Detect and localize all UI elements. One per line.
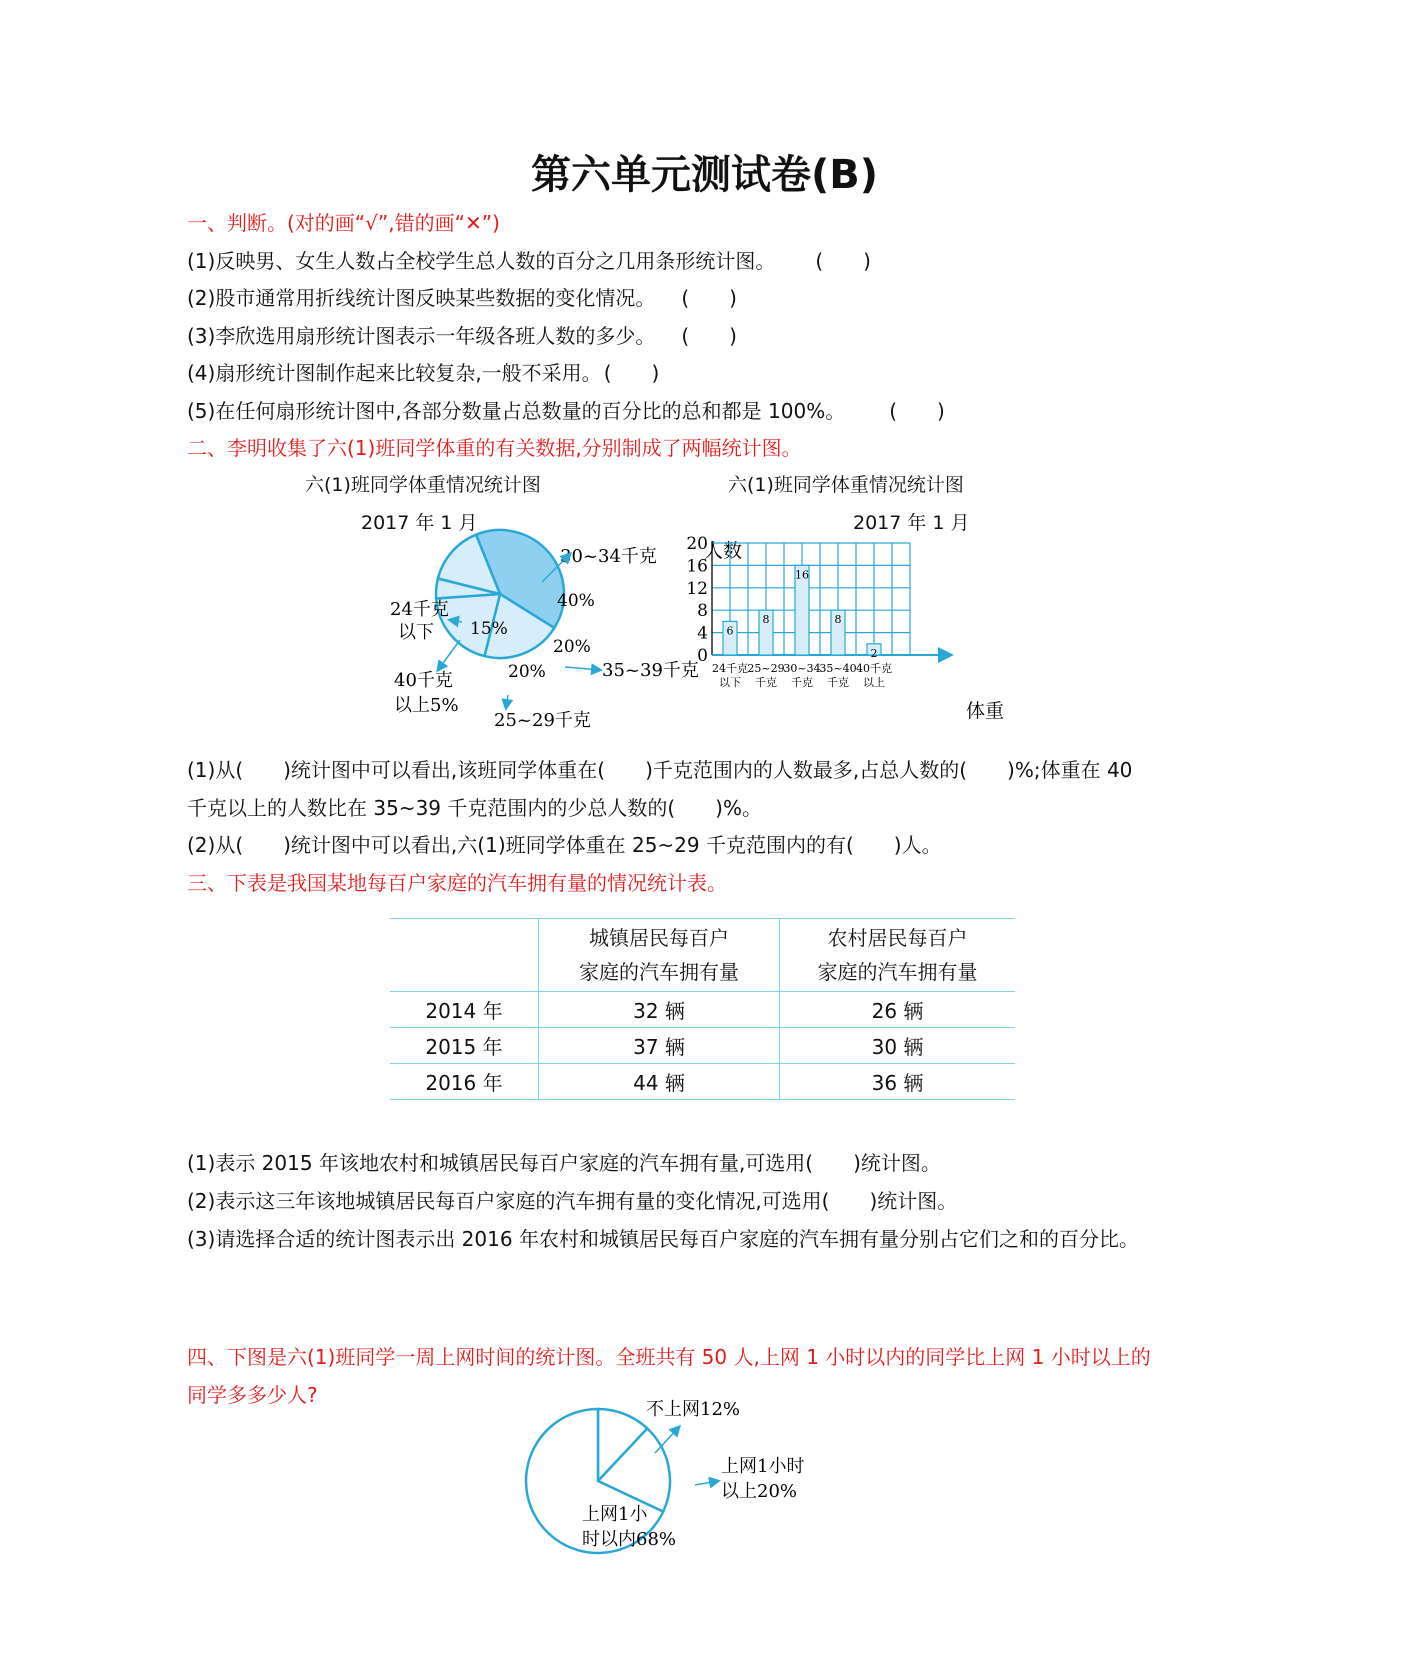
legend-24-below-2: 以下 <box>398 622 434 643</box>
table-header-cell: 城镇居民每百户 家庭的汽车拥有量 <box>539 919 780 992</box>
bar-chart-title: 六(1)班同学体重情况统计图 <box>728 474 964 496</box>
pie-chart-title: 六(1)班同学体重情况统计图 <box>305 474 541 496</box>
bar-value-label: 2 <box>870 646 878 660</box>
s2-question-2: (2)从( )统计图中可以看出,六(1)班同学体重在 25~29 千克范围内的有( )人。 <box>187 833 942 857</box>
bar-value-label: 16 <box>795 568 809 582</box>
table-cell: 2016 年 <box>390 1064 539 1100</box>
y-tick-label: 20 <box>686 534 708 554</box>
s2-question-1b: 千克以上的人数比在 35~39 千克范围内的少总人数的( )%。 <box>187 796 762 820</box>
judge-item-2: (2)股市通常用折线统计图反映某些数据的变化情况。 ( ) <box>187 286 737 310</box>
section-3-heading: 三、下表是我国某地每百户家庭的汽车拥有量的情况统计表。 <box>187 871 727 895</box>
y-tick-label: 4 <box>697 623 708 644</box>
section-2-heading: 二、李明收集了六(1)班同学体重的有关数据,分别制成了两幅统计图。 <box>187 436 802 460</box>
s3-question-1: (1)表示 2015 年该地农村和城镇居民每百户家庭的汽车拥有量,可选用( )统计图。 <box>187 1151 941 1175</box>
slice-label-40: 40% <box>557 591 595 611</box>
table-header-cell: 农村居民每百户 家庭的汽车拥有量 <box>780 919 1016 992</box>
bar-chart-subtitle: 2017 年 1 月 <box>853 512 970 534</box>
x-tick-label: 以下 <box>719 676 741 689</box>
s2-question-1a: (1)从( )统计图中可以看出,该班同学体重在( )千克范围内的人数最多,占总人数的( )%;体重在 40 <box>187 758 1133 782</box>
x-tick-label: 35~40 <box>819 662 857 675</box>
slice-label-20b: 20% <box>508 662 546 682</box>
internet-pie-chart <box>555 1385 845 1575</box>
y-tick-label: 16 <box>686 556 708 577</box>
x-tick-label: 千克 <box>755 676 777 689</box>
slice-label-15: 15% <box>470 619 508 639</box>
legend-25-29: 25~29千克 <box>494 710 591 731</box>
x-tick-label: 千克 <box>827 676 849 689</box>
y-axis-label: 人数 <box>704 540 743 562</box>
y-tick-label: 12 <box>686 578 708 599</box>
y-tick-label: 8 <box>697 601 708 622</box>
table-cell: 37 辆 <box>539 1028 780 1064</box>
y-tick-label: 0 <box>697 646 708 666</box>
legend-no-internet: 不上网12% <box>646 1399 741 1420</box>
slice-label-20a: 20% <box>553 637 591 657</box>
legend-40-above-1: 40千克 <box>394 670 453 691</box>
x-axis-label: 体重 <box>966 700 1005 722</box>
pie-chart-subtitle: 2017 年 1 月 <box>361 512 478 534</box>
judge-item-1: (1)反映男、女生人数占全校学生总人数的百分之几用条形统计图。 ( ) <box>187 249 871 273</box>
table-cell: 44 辆 <box>539 1064 780 1100</box>
x-tick-label: 千克 <box>791 676 813 689</box>
table-cell: 26 辆 <box>780 992 1016 1028</box>
judge-item-3: (3)李欣选用扇形统计图表示一年级各班人数的多少。 ( ) <box>187 324 737 348</box>
legend-30-34: 30~34千克 <box>560 546 657 567</box>
bar-value-label: 8 <box>834 613 842 627</box>
legend-within-1h-2: 时以内68% <box>582 1529 677 1550</box>
x-tick-label: 25~29 <box>747 662 785 675</box>
x-tick-label: 30~34 <box>783 662 821 675</box>
table-row <box>390 1028 1015 1064</box>
legend-within-1h-1: 上网1小 <box>582 1504 648 1525</box>
page-title: 第六单元测试卷(B) <box>530 152 879 198</box>
judge-item-4: (4)扇形统计图制作起来比较复杂,一般不采用。 ( ) <box>187 361 660 385</box>
table-row <box>390 1064 1015 1100</box>
bar-value-label: 6 <box>726 624 734 638</box>
weight-bar-chart <box>686 530 1010 730</box>
table-cell: 30 辆 <box>780 1028 1016 1064</box>
section-4-heading-1: 四、下图是六(1)班同学一周上网时间的统计图。全班共有 50 人,上网 1 小时以内的同学比上网 1 小时以上的 <box>187 1345 1151 1369</box>
table-cell: 32 辆 <box>539 992 780 1028</box>
legend-40-above-2: 以上5% <box>394 695 459 716</box>
section-1-heading: 一、判断。(对的画“√”,错的画“✕”) <box>187 211 500 235</box>
s3-question-2: (2)表示这三年该地城镇居民每百户家庭的汽车拥有量的变化情况,可选用( )统计图。 <box>187 1189 958 1213</box>
weight-pie-chart <box>390 540 710 730</box>
legend-over-1h-2: 以上20% <box>721 1481 798 1502</box>
s3-question-3: (3)请选择合适的统计图表示出 2016 年农村和城镇居民每百户家庭的汽车拥有量分别占它们之和的百分比。 <box>187 1227 1139 1251</box>
section-4-heading-2: 同学多多少人? <box>187 1383 318 1407</box>
table-header-row <box>390 919 1015 992</box>
table-cell: 2015 年 <box>390 1028 539 1064</box>
legend-24-below-1: 24千克 <box>390 599 449 620</box>
x-tick-label: 24千克 <box>712 662 748 675</box>
bar-value-label: 8 <box>762 613 770 627</box>
x-tick-label: 以上 <box>863 676 885 689</box>
legend-35-39: 35~39千克 <box>602 660 699 681</box>
x-tick-label: 40千克 <box>856 662 892 675</box>
table-row <box>390 992 1015 1028</box>
legend-over-1h-1: 上网1小时 <box>721 1456 805 1477</box>
judge-item-5: (5)在任何扇形统计图中,各部分数量占总数量的百分比的总和都是 100%。 ( ) <box>187 399 945 423</box>
table-cell: 2014 年 <box>390 992 539 1028</box>
table-header-cell <box>390 919 539 992</box>
car-ownership-table <box>390 918 1015 1100</box>
table-cell: 36 辆 <box>780 1064 1016 1100</box>
